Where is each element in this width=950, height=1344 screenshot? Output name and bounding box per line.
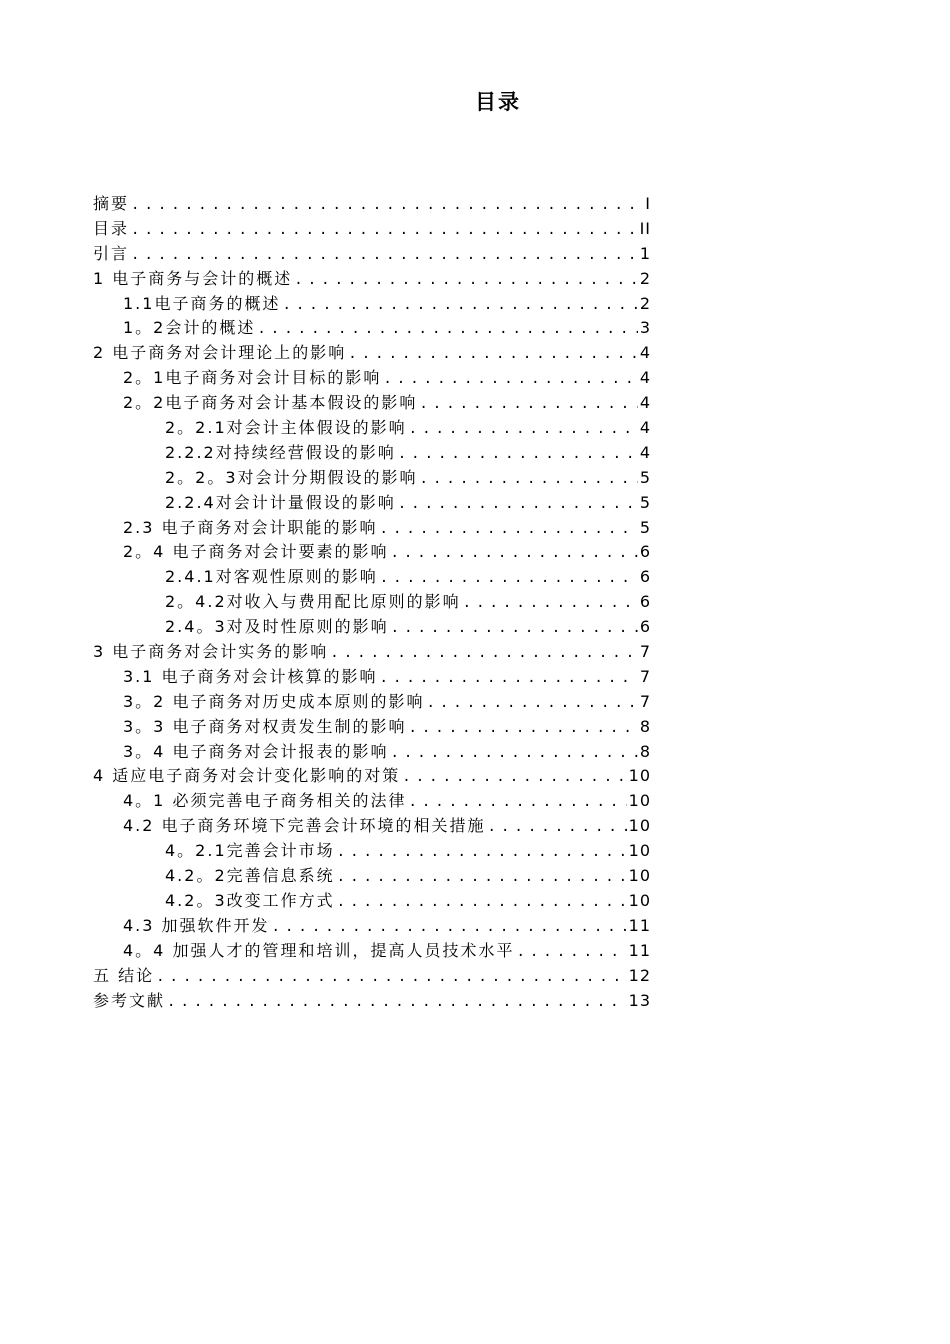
toc-entry[interactable] [93,441,651,466]
toc-dot-leader [398,442,638,466]
toc-dot-leader [383,367,637,391]
toc-entry-page-number: 10 [628,841,651,861]
toc-entry-page-number: 4 [639,418,651,438]
toc-dot-leader [272,915,627,939]
toc-entry-label: 1.1电子商务的概述 [123,293,281,313]
toc-entry[interactable] [93,989,651,1014]
toc-entry-label: 2.2.2对持续经营假设的影响 [165,442,396,462]
toc-entry-page-number: 8 [639,741,651,761]
toc-dot-leader [408,716,637,740]
toc-entry[interactable] [93,366,651,391]
toc-entry-page-number: 6 [639,617,651,637]
toc-dot-leader [167,990,627,1014]
toc-entry-page-number: 2 [639,293,651,313]
toc-entry[interactable] [93,491,651,516]
toc-entry[interactable] [93,516,651,541]
toc-entry-page-number: 10 [628,890,651,910]
toc-entry-page-number: 5 [639,467,651,487]
toc-entry[interactable] [93,466,651,491]
toc-dot-leader [420,467,638,491]
toc-dot-leader [398,492,638,516]
toc-dot-leader [463,591,638,615]
toc-entry-page-number: 11 [628,940,651,960]
toc-entry[interactable] [93,242,651,267]
toc-entry-page-number: 7 [639,691,651,711]
toc-entry-page-number: 11 [628,915,651,935]
toc-dot-leader [409,417,638,441]
toc-entry-label: 2.4.1对客观性原则的影响 [165,567,378,587]
toc-entry-page-number: 7 [639,642,651,662]
toc-dot-leader [131,243,638,267]
toc-entry[interactable] [93,839,651,864]
toc-entry-page-number: 4 [639,368,651,388]
toc-entry-label: 3。2 电子商务对历史成本原则的影响 [123,691,425,711]
toc-dot-leader [426,691,637,715]
toc-entry-label: 2 电子商务对会计理论上的影响 [93,343,347,363]
toc-entry[interactable] [93,715,651,740]
toc-dot-leader [391,616,638,640]
toc-entry[interactable] [93,640,651,665]
toc-dot-leader [131,193,643,217]
toc-entry[interactable] [93,615,651,640]
toc-entry-page-number: 6 [639,542,651,562]
toc-entry-label: 2。4 电子商务对会计要素的影响 [123,542,389,562]
toc-entry-label: 五 结论 [93,965,155,985]
toc-entry[interactable] [93,740,651,765]
toc-entry[interactable] [93,690,651,715]
toc-entry[interactable] [93,565,651,590]
toc-entry-page-number: 6 [639,567,651,587]
toc-dot-leader [390,741,637,765]
toc-dot-leader [257,317,637,341]
toc-entry[interactable] [93,540,651,565]
toc-entry-label: 4。2.1完善会计市场 [165,841,335,861]
toc-entry-page-number: 10 [628,816,651,836]
toc-entry-page-number: 7 [639,666,651,686]
toc-entry-label: 2。1电子商务对会计目标的影响 [123,368,382,388]
toc-entry-page-number: 5 [639,492,651,512]
toc-entry[interactable] [93,789,651,814]
toc-entry-page-number: 6 [639,592,651,612]
toc-entry-page-number: 10 [628,791,651,811]
toc-entry[interactable] [93,192,651,217]
toc-entry[interactable] [93,341,651,366]
toc-entry[interactable] [93,964,651,989]
toc-entry-label: 2.2.4对会计计量假设的影响 [165,492,396,512]
toc-entry-label: 4.3 加强软件开发 [123,915,270,935]
toc-entry-page-number: II [639,218,651,238]
toc-dot-leader [337,865,627,889]
toc-entry-label: 3。4 电子商务对会计报表的影响 [123,741,389,761]
toc-entry-label: 2.3 电子商务对会计职能的影响 [123,517,378,537]
toc-dot-leader [348,342,638,366]
toc-entry-page-number: 8 [639,716,651,736]
toc-entry-label: 1 电子商务与会计的概述 [93,268,293,288]
toc-entry-label: 2。4.2对收入与费用配比原则的影响 [165,592,461,612]
toc-entry-label: 4 适应电子商务对会计变化影响的对策 [93,766,401,786]
toc-dot-leader [337,890,627,914]
toc-entry-label: 3 电子商务对会计实务的影响 [93,642,329,662]
toc-entry-label: 4。4 加强人才的管理和培训，提高人员技术水平 [123,940,515,960]
toc-entry[interactable] [93,316,651,341]
toc-entry[interactable] [93,914,651,939]
toc-dot-leader [408,790,626,814]
toc-entry-label: 4.2。2完善信息系统 [165,866,335,886]
toc-entry-label: 2.4。3对及时性原则的影响 [165,617,389,637]
toc-entry-page-number: 10 [628,866,651,886]
toc-dot-leader [380,517,638,541]
toc-entry-label: 2。2.1对会计主体假设的影响 [165,418,407,438]
toc-entry-page-number: 10 [628,766,651,786]
toc-dot-leader [156,965,627,989]
toc-dot-leader [330,641,638,665]
toc-entry-page-number: 13 [628,990,651,1010]
toc-entry-label: 4.2。3改变工作方式 [165,890,335,910]
toc-entry-label: 4.2 电子商务环境下完善会计环境的相关措施 [123,816,486,836]
toc-dot-leader [380,566,638,590]
toc-dot-leader [390,541,637,565]
toc-entry-page-number: 4 [639,442,651,462]
toc-entry[interactable] [93,416,651,441]
toc-entry-page-number: 4 [639,393,651,413]
toc-entry-page-number: 2 [639,268,651,288]
toc-entry-label: 3。3 电子商务对权责发生制的影响 [123,716,407,736]
toc-entry[interactable] [93,267,651,292]
toc-entry-page-number: 12 [628,965,651,985]
toc-dot-leader [131,218,638,242]
toc-entry-page-number: 5 [639,517,651,537]
toc-dot-leader [419,392,637,416]
toc-entry[interactable] [93,864,651,889]
toc-entry-label: 3.1 电子商务对会计核算的影响 [123,666,378,686]
toc-entry[interactable] [93,217,651,242]
toc-dot-leader [282,293,637,317]
toc-dot-leader [294,268,638,292]
toc-entry-label: 目录 [93,218,130,238]
toc-entry-label: 2。2。3对会计分期假设的影响 [165,467,418,487]
toc-dot-leader [402,765,626,789]
toc-entry[interactable] [93,889,651,914]
toc-entry[interactable] [93,590,651,615]
toc-entry-label: 参考文献 [93,990,166,1010]
toc-entry[interactable] [93,665,651,690]
toc-entry-label: 4。1 必须完善电子商务相关的法律 [123,791,407,811]
toc-entry-label: 引言 [93,243,130,263]
toc-entry-page-number: 1 [639,243,651,263]
toc-entry-page-number: I [645,194,651,213]
toc-entry[interactable] [93,292,651,317]
toc-dot-leader [380,666,638,690]
toc-entry[interactable] [93,391,651,416]
toc-entry-label: 摘要 [93,194,130,213]
toc-dot-leader [337,840,627,864]
toc-entry-page-number: 3 [639,318,651,338]
toc-dot-leader [516,940,626,964]
table-of-contents [93,192,651,1013]
toc-dot-leader [488,815,627,839]
toc-entry[interactable] [93,939,651,964]
toc-entry-label: 1。2会计的概述 [123,318,256,338]
page-title: 目录 [475,90,521,114]
toc-entry-page-number: 4 [639,343,651,363]
toc-entry[interactable] [93,814,651,839]
toc-entry-label: 2。2电子商务对会计基本假设的影响 [123,393,418,413]
toc-entry[interactable] [93,764,651,789]
